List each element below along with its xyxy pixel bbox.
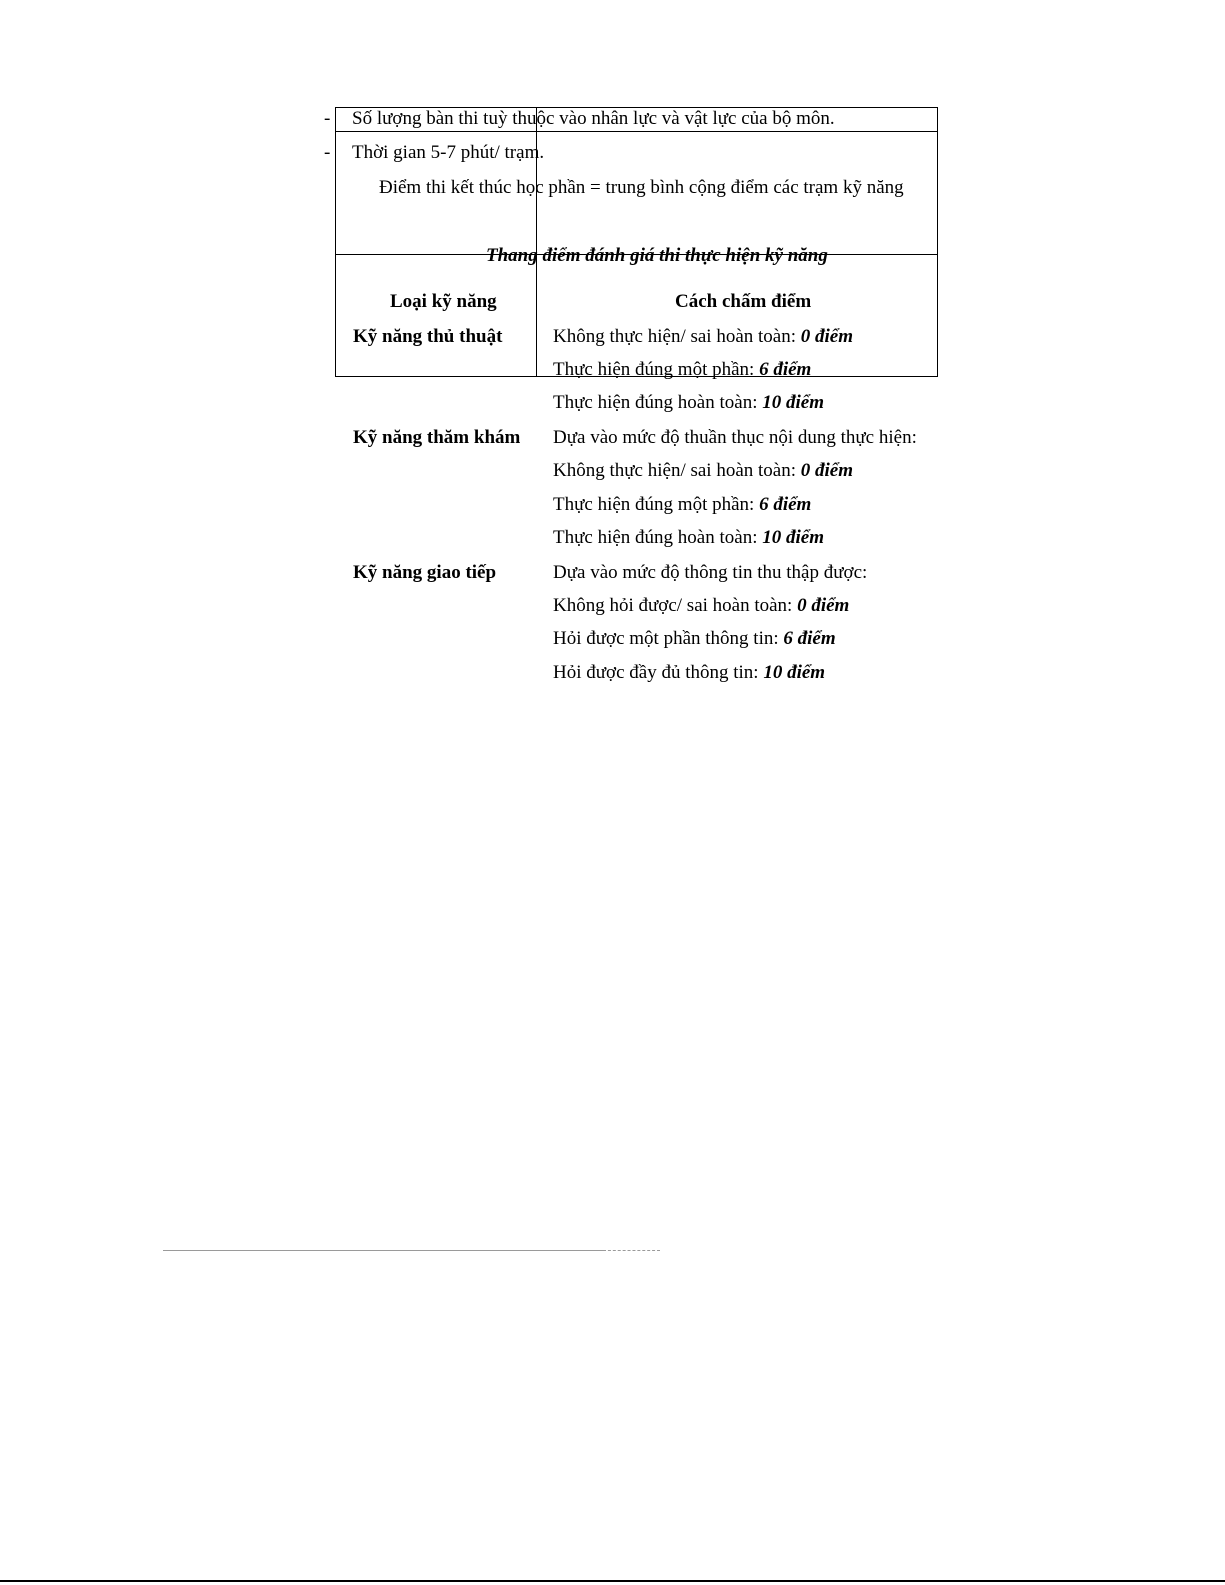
header-skill-type: Loại kỹ năng [390,291,497,312]
bullet-text: Số lượng bàn thi tuỳ thuộc vào nhân lực và vật lực của bộ môn. [352,108,835,129]
score-value: 0 điểm [800,326,854,347]
score-value: 0 điểm [800,460,854,481]
table-row-divider [335,131,938,132]
criteria-line: Hỏi được một phần thông tin: 6 điểm [553,628,836,649]
page-bottom-edge [0,1580,1225,1582]
score-value: 6 điểm [759,359,812,380]
bullet-marker: - [324,142,331,163]
bullet-marker: - [324,108,331,129]
criteria-line: Thực hiện đúng một phần: 6 điểm [553,494,812,515]
skill-name: Kỹ năng giao tiếp [353,562,497,583]
table-title: Thang điểm đánh giá thi thực hiện kỹ năng [486,245,828,266]
score-value: 10 điểm [763,662,826,683]
criteria-line: Không thực hiện/ sai hoàn toàn: 0 điểm [553,326,854,347]
criteria-line: Không hỏi được/ sai hoàn toàn: 0 điểm [553,595,850,616]
score-value: 10 điểm [762,392,824,413]
score-value: 10 điểm [762,527,824,548]
criteria-line: Thực hiện đúng hoàn toàn: 10 điểm [553,392,824,413]
score-value: 6 điểm [783,628,836,649]
criteria-line: Dựa vào mức độ thông tin thu thập được: [553,562,868,583]
footnote-separator [163,1250,603,1251]
footnote-separator-dashed [603,1250,660,1251]
header-scoring-method: Cách chấm điểm [675,291,812,312]
criteria-line: Không thực hiện/ sai hoàn toàn: 0 điểm [553,460,854,481]
criteria-line: Thực hiện đúng một phần: 6 điểm [553,359,812,380]
criteria-line: Thực hiện đúng hoàn toàn: 10 điểm [553,527,824,548]
criteria-line: Dựa vào mức độ thuần thục nội dung thực hiện: [553,427,917,448]
formula-text: Điểm thi kết thúc học phần = trung bình cộng điểm các trạm kỹ năng [379,177,904,198]
score-value: 6 điểm [759,494,812,515]
bullet-text: Thời gian 5-7 phút/ trạm. [352,142,545,163]
score-value: 0 điểm [797,595,850,616]
criteria-line: Hỏi được đầy đủ thông tin: 10 điểm [553,662,826,683]
skill-name: Kỹ năng thăm khám [353,427,521,448]
skill-name: Kỹ năng thủ thuật [353,326,503,347]
